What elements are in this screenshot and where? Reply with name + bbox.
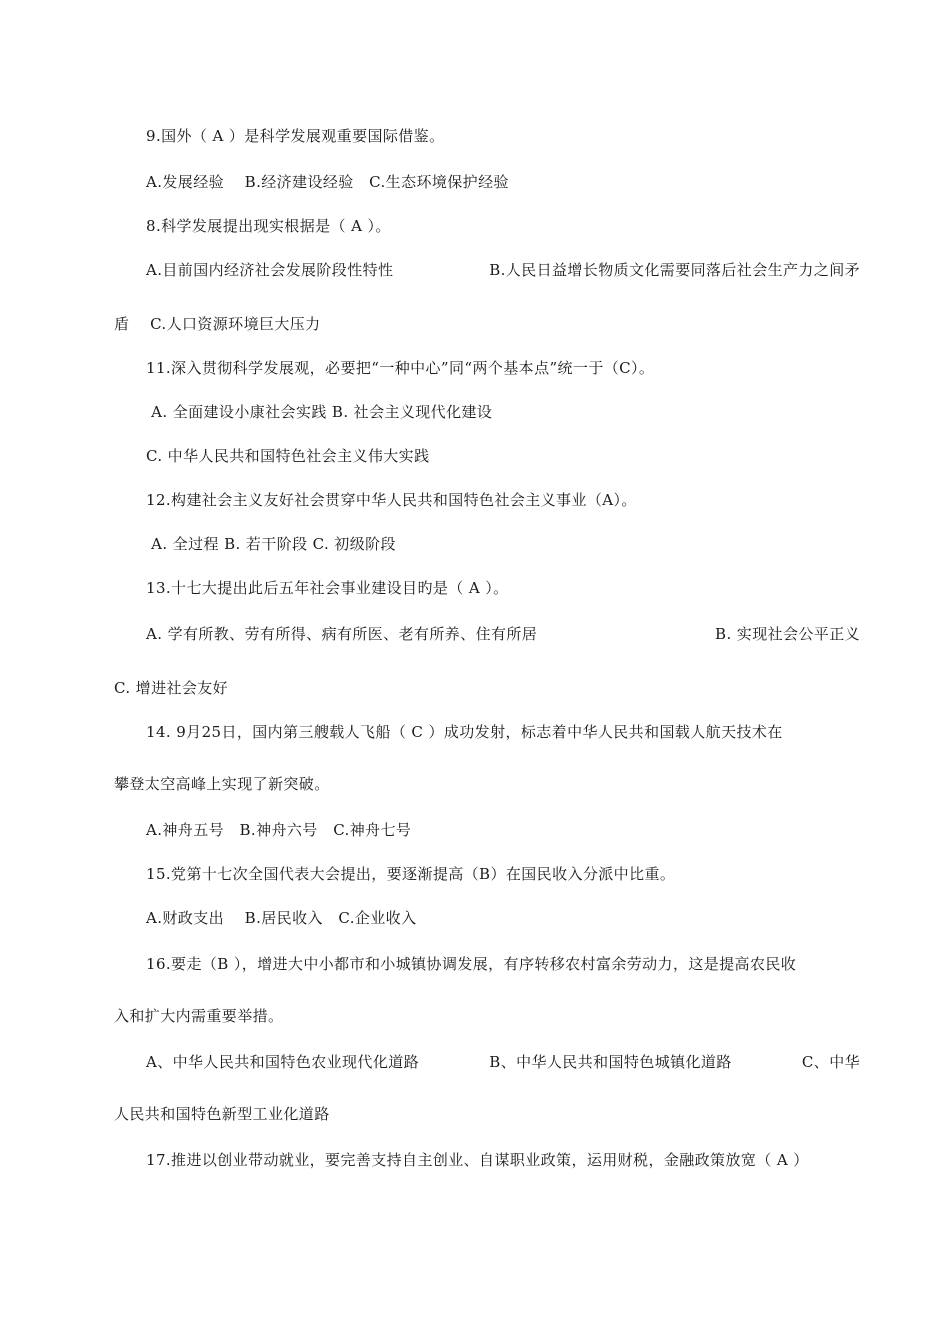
question-9: 9.国外（ A ）是科学发展观重要国际借鉴。 xyxy=(146,127,445,145)
question-14-cont: 攀登太空高峰上实现了新突破。 xyxy=(114,775,330,793)
question-11-options: A. 全面建设小康社会实践 B. 社会主义现代化建设 xyxy=(146,403,493,421)
option-b: B.人民日益增长物质文化需要同落后社会生产力之间矛 xyxy=(489,261,860,279)
question-16-options xyxy=(146,1052,860,1072)
question-17 xyxy=(146,1150,860,1170)
question-13-options xyxy=(146,624,860,644)
question-14-options: A.神舟五号 B.神舟六号 C.神舟七号 xyxy=(146,821,412,839)
question-14 xyxy=(146,722,860,742)
option-a: A、中华人民共和国特色农业现代化道路 xyxy=(146,1053,420,1071)
question-13: 13.十七大提出此后五年社会事业建设目旳是（ A ）。 xyxy=(146,579,509,597)
question-8-options xyxy=(146,260,860,280)
option-a: A.目前国内经济社会发展阶段性特性 xyxy=(146,261,394,279)
question-14-text: 14. 9月25日，国内第三艘载人飞船（ C ）成功发射，标志着中华人民共和国载人航天技术在 xyxy=(146,723,783,741)
question-8: 8.科学发展提出现实根据是（ A ）。 xyxy=(146,217,391,235)
question-13-option-c: C. 增进社会友好 xyxy=(114,679,229,697)
question-11: 11.深入贯彻科学发展观，必要把“一种中心”同“两个基本点”统一于（C）。 xyxy=(146,359,655,377)
option-b: B、中华人民共和国特色城镇化道路 xyxy=(489,1053,732,1071)
question-9-options: A.发展经验 B.经济建设经验 C.生态环境保护经验 xyxy=(146,173,509,191)
option-b: B. 实现社会公平正义 xyxy=(715,625,860,643)
question-16-options-cont: 人民共和国特色新型工业化道路 xyxy=(114,1105,330,1123)
question-11-option-c: C. 中华人民共和国特色社会主义伟大实践 xyxy=(146,447,430,465)
option-a: A. 学有所教、劳有所得、病有所医、老有所养、住有所居 xyxy=(146,625,538,643)
question-12-options: A. 全过程 B. 若干阶段 C. 初级阶段 xyxy=(146,535,396,553)
question-16-cont: 入和扩大内需重要举措。 xyxy=(114,1007,284,1025)
question-12: 12.构建社会主义友好社会贯穿中华人民共和国特色社会主义事业（A）。 xyxy=(146,491,637,509)
option-c: C、中华 xyxy=(801,1053,860,1071)
question-15-options: A.财政支出 B.居民收入 C.企业收入 xyxy=(146,909,417,927)
question-16 xyxy=(146,954,860,974)
question-16-text: 16.要走（B ），增进大中小都市和小城镇协调发展，有序转移农村富余劳动力，这是提高农民收 xyxy=(146,955,797,973)
question-15: 15.党第十七次全国代表大会提出，要逐渐提高（B）在国民收入分派中比重。 xyxy=(146,865,676,883)
question-8-options-cont: 盾 C.人口资源环境巨大压力 xyxy=(114,315,321,333)
question-17-text: 17.推进以创业带动就业，要完善支持自主创业、自谋职业政策，运用财税，金融政策放宽（ A ） xyxy=(146,1151,809,1169)
